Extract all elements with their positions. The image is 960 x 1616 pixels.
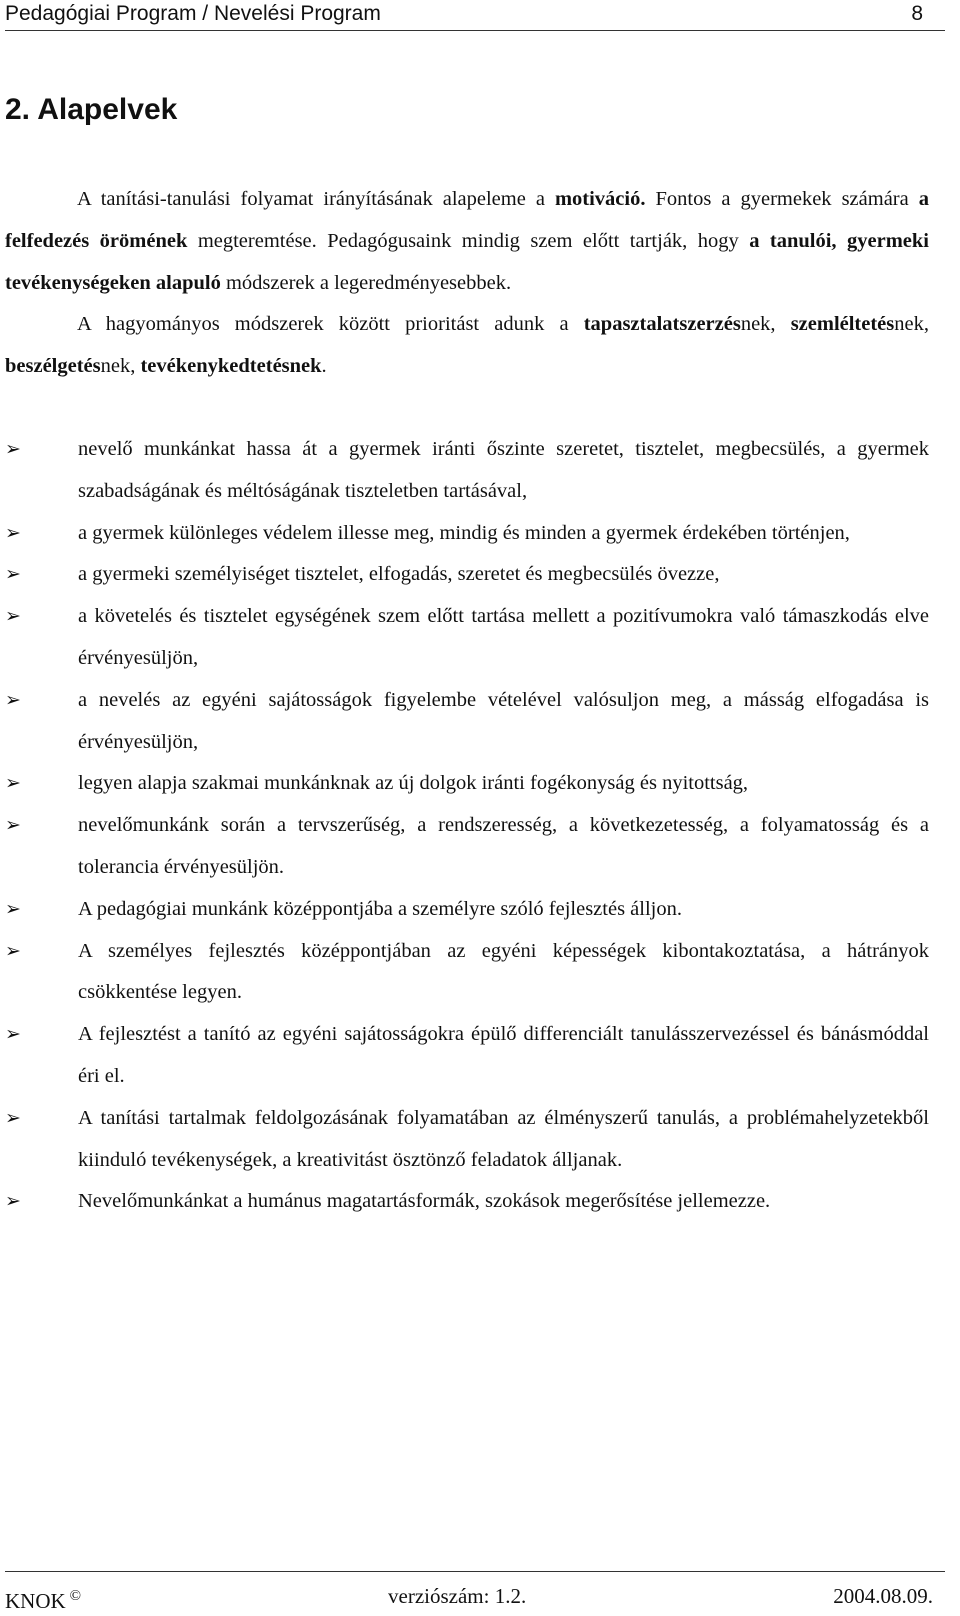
list-item-text: A fejlesztést a tanító az egyéni sajátosságokra épülő differenciált tanulásszervezéssel és bánásmóddal éri el. — [78, 1023, 929, 1087]
footer-date: 2004.08.09. — [833, 1584, 933, 1608]
arrowhead-bullet-icon: ➢ — [5, 1106, 21, 1129]
list-item — [5, 513, 929, 555]
list-item-text: A pedagógiai munkánk középpontjába a személyre szóló fejlesztés álljon. — [78, 897, 682, 920]
intro-p2-bold-3: beszélgetés — [5, 355, 101, 378]
list-item-text: a gyermeki személyiséget tisztelet, elfogadás, szeretet és megbecsülés övezze, — [78, 563, 720, 586]
footer-version: verziószám: 1.2. — [388, 1584, 527, 1608]
list-item-text: a gyermek különleges védelem illesse meg, mindig és minden a gyermek érdekében történjen, — [78, 521, 850, 544]
intro-p1-text-3: megteremtése. Pedagógusaink mindig szem előtt tartják, hogy — [187, 229, 750, 252]
principles-list — [5, 429, 929, 1223]
arrowhead-bullet-icon: ➢ — [5, 897, 21, 920]
footer-divider — [5, 1571, 945, 1572]
list-item — [5, 680, 929, 764]
list-item-text: a követelés és tisztelet egységének szem előtt tartása mellett a pozitívumokra való támaszkodás elve érvényesüljön, — [78, 605, 929, 669]
arrowhead-bullet-icon: ➢ — [5, 1190, 21, 1213]
intro-p2-text-2: nek, — [740, 313, 791, 336]
header-title: Pedagógiai Program / Nevelési Program — [5, 2, 381, 25]
list-item — [5, 596, 929, 680]
intro-text — [5, 179, 929, 388]
intro-p1-text-1: A tanítási-tanulási folyamat irányításának alapeleme a — [77, 188, 555, 210]
arrowhead-bullet-icon: ➢ — [5, 605, 21, 628]
intro-p1-text-4: módszerek a legeredményesebbek. — [220, 271, 512, 294]
arrowhead-bullet-icon: ➢ — [5, 772, 21, 795]
list-item — [5, 1014, 929, 1098]
arrowhead-bullet-icon: ➢ — [5, 438, 21, 460]
arrowhead-bullet-icon: ➢ — [5, 688, 21, 711]
header-divider — [5, 30, 945, 31]
page-number: 8 — [911, 2, 923, 25]
intro-p2-bold-2: szemléltetés — [790, 313, 895, 336]
list-item-text: a nevelés az egyéni sajátosságok figyelembe vételével valósuljon meg, a másság elfogadása is érvényesüljön, — [78, 688, 929, 753]
arrowhead-bullet-icon: ➢ — [5, 521, 21, 544]
intro-p1-bold-motivation: motiváció. — [554, 188, 646, 210]
intro-p1-bold-activity: a tanulói, gyermeki tevékenységeken alapuló — [5, 229, 929, 294]
list-item — [5, 429, 929, 513]
arrowhead-bullet-icon: ➢ — [5, 814, 21, 837]
list-item — [5, 889, 929, 931]
section-heading: 2. Alapelvek — [5, 93, 178, 126]
list-item — [5, 1181, 929, 1223]
list-item — [5, 554, 929, 596]
list-item — [5, 1098, 929, 1182]
page-header — [5, 0, 945, 28]
intro-p1-bold-discovery: a felfedezés örömének — [5, 188, 929, 252]
list-item-text: A tanítási tartalmak feldolgozásának folyamatában az élményszerű tanulás, a problémahelyzetekből kiinduló tevékenységek, a kreativitást ösztönző feladatok álljanak. — [78, 1106, 929, 1171]
arrowhead-bullet-icon: ➢ — [5, 1023, 21, 1046]
list-item-text: legyen alapja szakmai munkánknak az új dolgok iránti fogékonyság és nyitottság, — [78, 772, 749, 795]
intro-p2-bold-4: tevékenykedtetésnek — [140, 355, 322, 378]
intro-p2-text-5: . — [321, 355, 327, 378]
intro-p2-text-1: A hagyományos módszerek között prioritást adunk a — [77, 313, 584, 336]
intro-p1-text-2: Fontos a gyermekek számára — [645, 188, 919, 210]
list-item — [5, 931, 929, 1015]
intro-p2-bold-1: tapasztalatszerzés — [583, 313, 741, 336]
list-item-text: A személyes fejlesztés középpontjában az egyéni képességek kibontakoztatása, a hátrányok csökkentése legyen. — [78, 939, 929, 1004]
footer-org: KNOK — [5, 1589, 66, 1613]
intro-p2-text-3: nek, — [894, 313, 929, 336]
list-item — [5, 805, 929, 889]
list-item-text: nevelő munkánkat hassa át a gyermek iránti őszinte szeretet, tisztelet, megbecsülés, a gyermek szabadságának és méltóságának tiszteletben tartásával, — [78, 438, 929, 502]
page-footer — [5, 1581, 945, 1611]
list-item-text: Nevelőmunkánkat a humánus magatartásformák, szokások megerősítése jellemezze. — [78, 1190, 771, 1213]
list-item — [5, 763, 929, 805]
intro-p2-text-4: nek, — [100, 355, 141, 378]
arrowhead-bullet-icon: ➢ — [5, 939, 21, 962]
arrowhead-bullet-icon: ➢ — [5, 563, 21, 586]
copyright-icon: © — [69, 1588, 82, 1604]
list-item-text: nevelőmunkánk során a tervszerűség, a rendszeresség, a következetesség, a folyamatosság és a tolerancia érvényesüljön. — [78, 814, 929, 878]
